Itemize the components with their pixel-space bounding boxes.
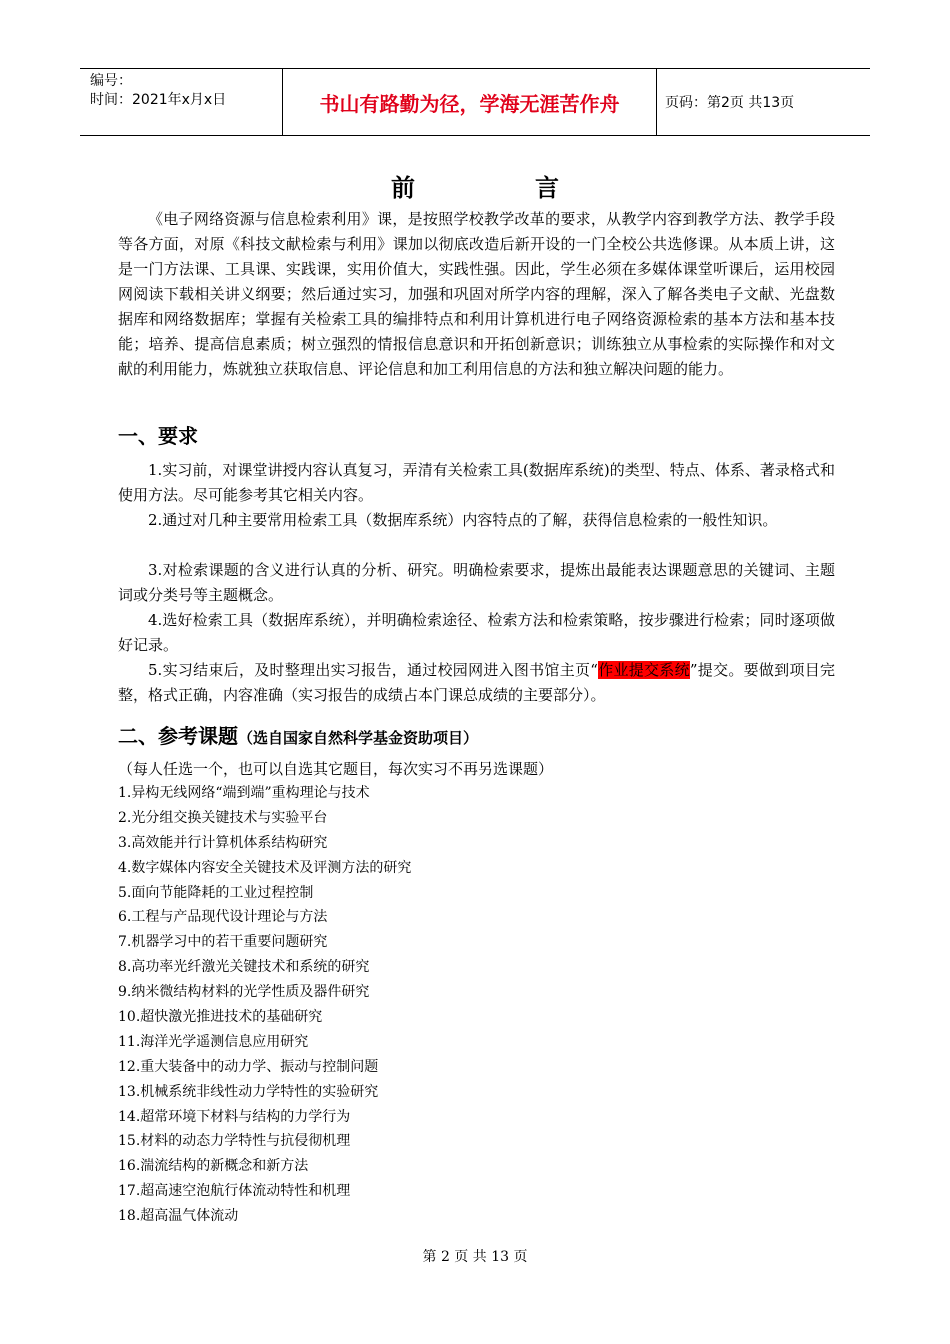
topic-selection-note: （每人任选一个，也可以自选其它题目，每次实习不再另选课题） xyxy=(118,760,554,778)
section2-subtitle: （选自国家自然科学基金资助项目） xyxy=(238,729,479,747)
list-item: 7.机器学习中的若干重要问题研究 xyxy=(118,934,328,951)
list-item: 14.超常环境下材料与结构的力学行为 xyxy=(118,1108,351,1125)
list-item: 9.纳米微结构材料的光学性质及器件研究 xyxy=(118,984,370,1001)
number-label: 编号： xyxy=(90,73,132,89)
list-item: 6.工程与产品现代设计理论与方法 xyxy=(118,909,328,926)
list-item: 18.超高温气体流动 xyxy=(118,1208,239,1225)
list-item: 12.重大装备中的动力学、振动与控制问题 xyxy=(118,1058,379,1075)
title-char-right: 言 xyxy=(535,174,559,202)
requirement-4: 4.选好检索工具（数据库系统），并明确检索途径、检索方法和检索策略，按步骤进行检索；同时逐项做好记录。 xyxy=(118,611,835,654)
section1-heading: 一、要求 xyxy=(118,424,198,448)
page-header xyxy=(80,68,870,136)
list-item: 16.湍流结构的新概念和新方法 xyxy=(118,1158,309,1175)
list-item: 10.超快激光推进技术的基础研究 xyxy=(118,1009,323,1026)
intro-paragraph: 《电子网络资源与信息检索利用》课，是按照学校教学改革的要求，从教学内容到教学方法、教学手段等各方面，对原《科技文献检索与利用》课加以彻底改造后新开设的一门全校公共选修课。从本质上讲，这是一门方法课、工具课、实践课，实用价值大，实践性强。因此，学生必须在多媒体课堂听课后，运用校园网阅读下载相关讲义纲要；然后通过实习，加强和巩固对所学内容的理解，深入了解各类电子文献、光盘数据库和网络数据库；掌握有关检索工具的编排特点和利用计算机进行电子网络资源检索的基本方法和基本技能；培养、提高信息素质；树立强烈的情报信息意识和开拓创新意识；训练独立从事检索的实际操作和对文献的利用能力，炼就独立获取信息、评论信息和加工利用信息的方法和独立解决问题的能力。 xyxy=(118,210,835,378)
page-footer: 第 2 页 共 13 页 xyxy=(422,1249,528,1265)
requirement-5-before: 5.实习结束后，及时整理出实习报告，通过校园网进入图书馆主页“ xyxy=(148,661,598,679)
list-item: 3.高效能并行计算机体系结构研究 xyxy=(118,834,328,851)
section2-heading xyxy=(118,720,478,749)
header-motto: 书山有路勤为径，学海无涯苦作舟 xyxy=(283,69,657,135)
list-item: 5.面向节能降耗的工业过程控制 xyxy=(118,884,314,901)
requirement-5-after: ”提交。要做到项目完整，格式正确，内容准确（实习报告的成绩占本门课总成绩的主要部分）。 xyxy=(118,661,835,704)
submission-system-highlight: 作业提交系统 xyxy=(597,661,690,679)
requirement-5 xyxy=(118,658,835,708)
list-item: 11.海洋光学遥测信息应用研究 xyxy=(118,1033,309,1050)
list-item: 13.机械系统非线性动力学特性的实验研究 xyxy=(118,1083,379,1100)
list-item: 17.超高速空泡航行体流动特性和机理 xyxy=(118,1183,351,1200)
date-label: 时间：2021年x月x日 xyxy=(90,92,227,108)
requirement-2: 2.通过对几种主要常用检索工具（数据库系统）内容特点的了解，获得信息检索的一般性知识。 xyxy=(148,511,778,529)
list-item: 2.光分组交换关键技术与实验平台 xyxy=(118,809,328,826)
page-title xyxy=(0,168,950,203)
header-meta xyxy=(80,69,283,135)
list-item: 8.高功率光纤激光关键技术和系统的研究 xyxy=(118,959,370,976)
section2-title: 二、参考课题 xyxy=(118,724,238,748)
requirement-1: 1.实习前，对课堂讲授内容认真复习，弄清有关检索工具(数据库系统)的类型、特点、体系、著录格式和使用方法。尽可能参考其它相关内容。 xyxy=(118,461,835,504)
list-item: 4.数字媒体内容安全关键技术及评测方法的研究 xyxy=(118,859,412,876)
topic-list xyxy=(118,781,411,1229)
title-char-left: 前 xyxy=(391,174,415,202)
requirement-3: 3.对检索课题的含义进行认真的分析、研究。明确检索要求，提炼出最能表达课题意思的关键词、主题词或分类号等主题概念。 xyxy=(118,561,835,604)
list-item: 15.材料的动态力学特性与抗侵彻机理 xyxy=(118,1133,351,1150)
list-item: 1.异构无线网络“端到端”重构理论与技术 xyxy=(118,785,370,801)
header-page-info: 页码：第2页 共13页 xyxy=(665,95,795,111)
